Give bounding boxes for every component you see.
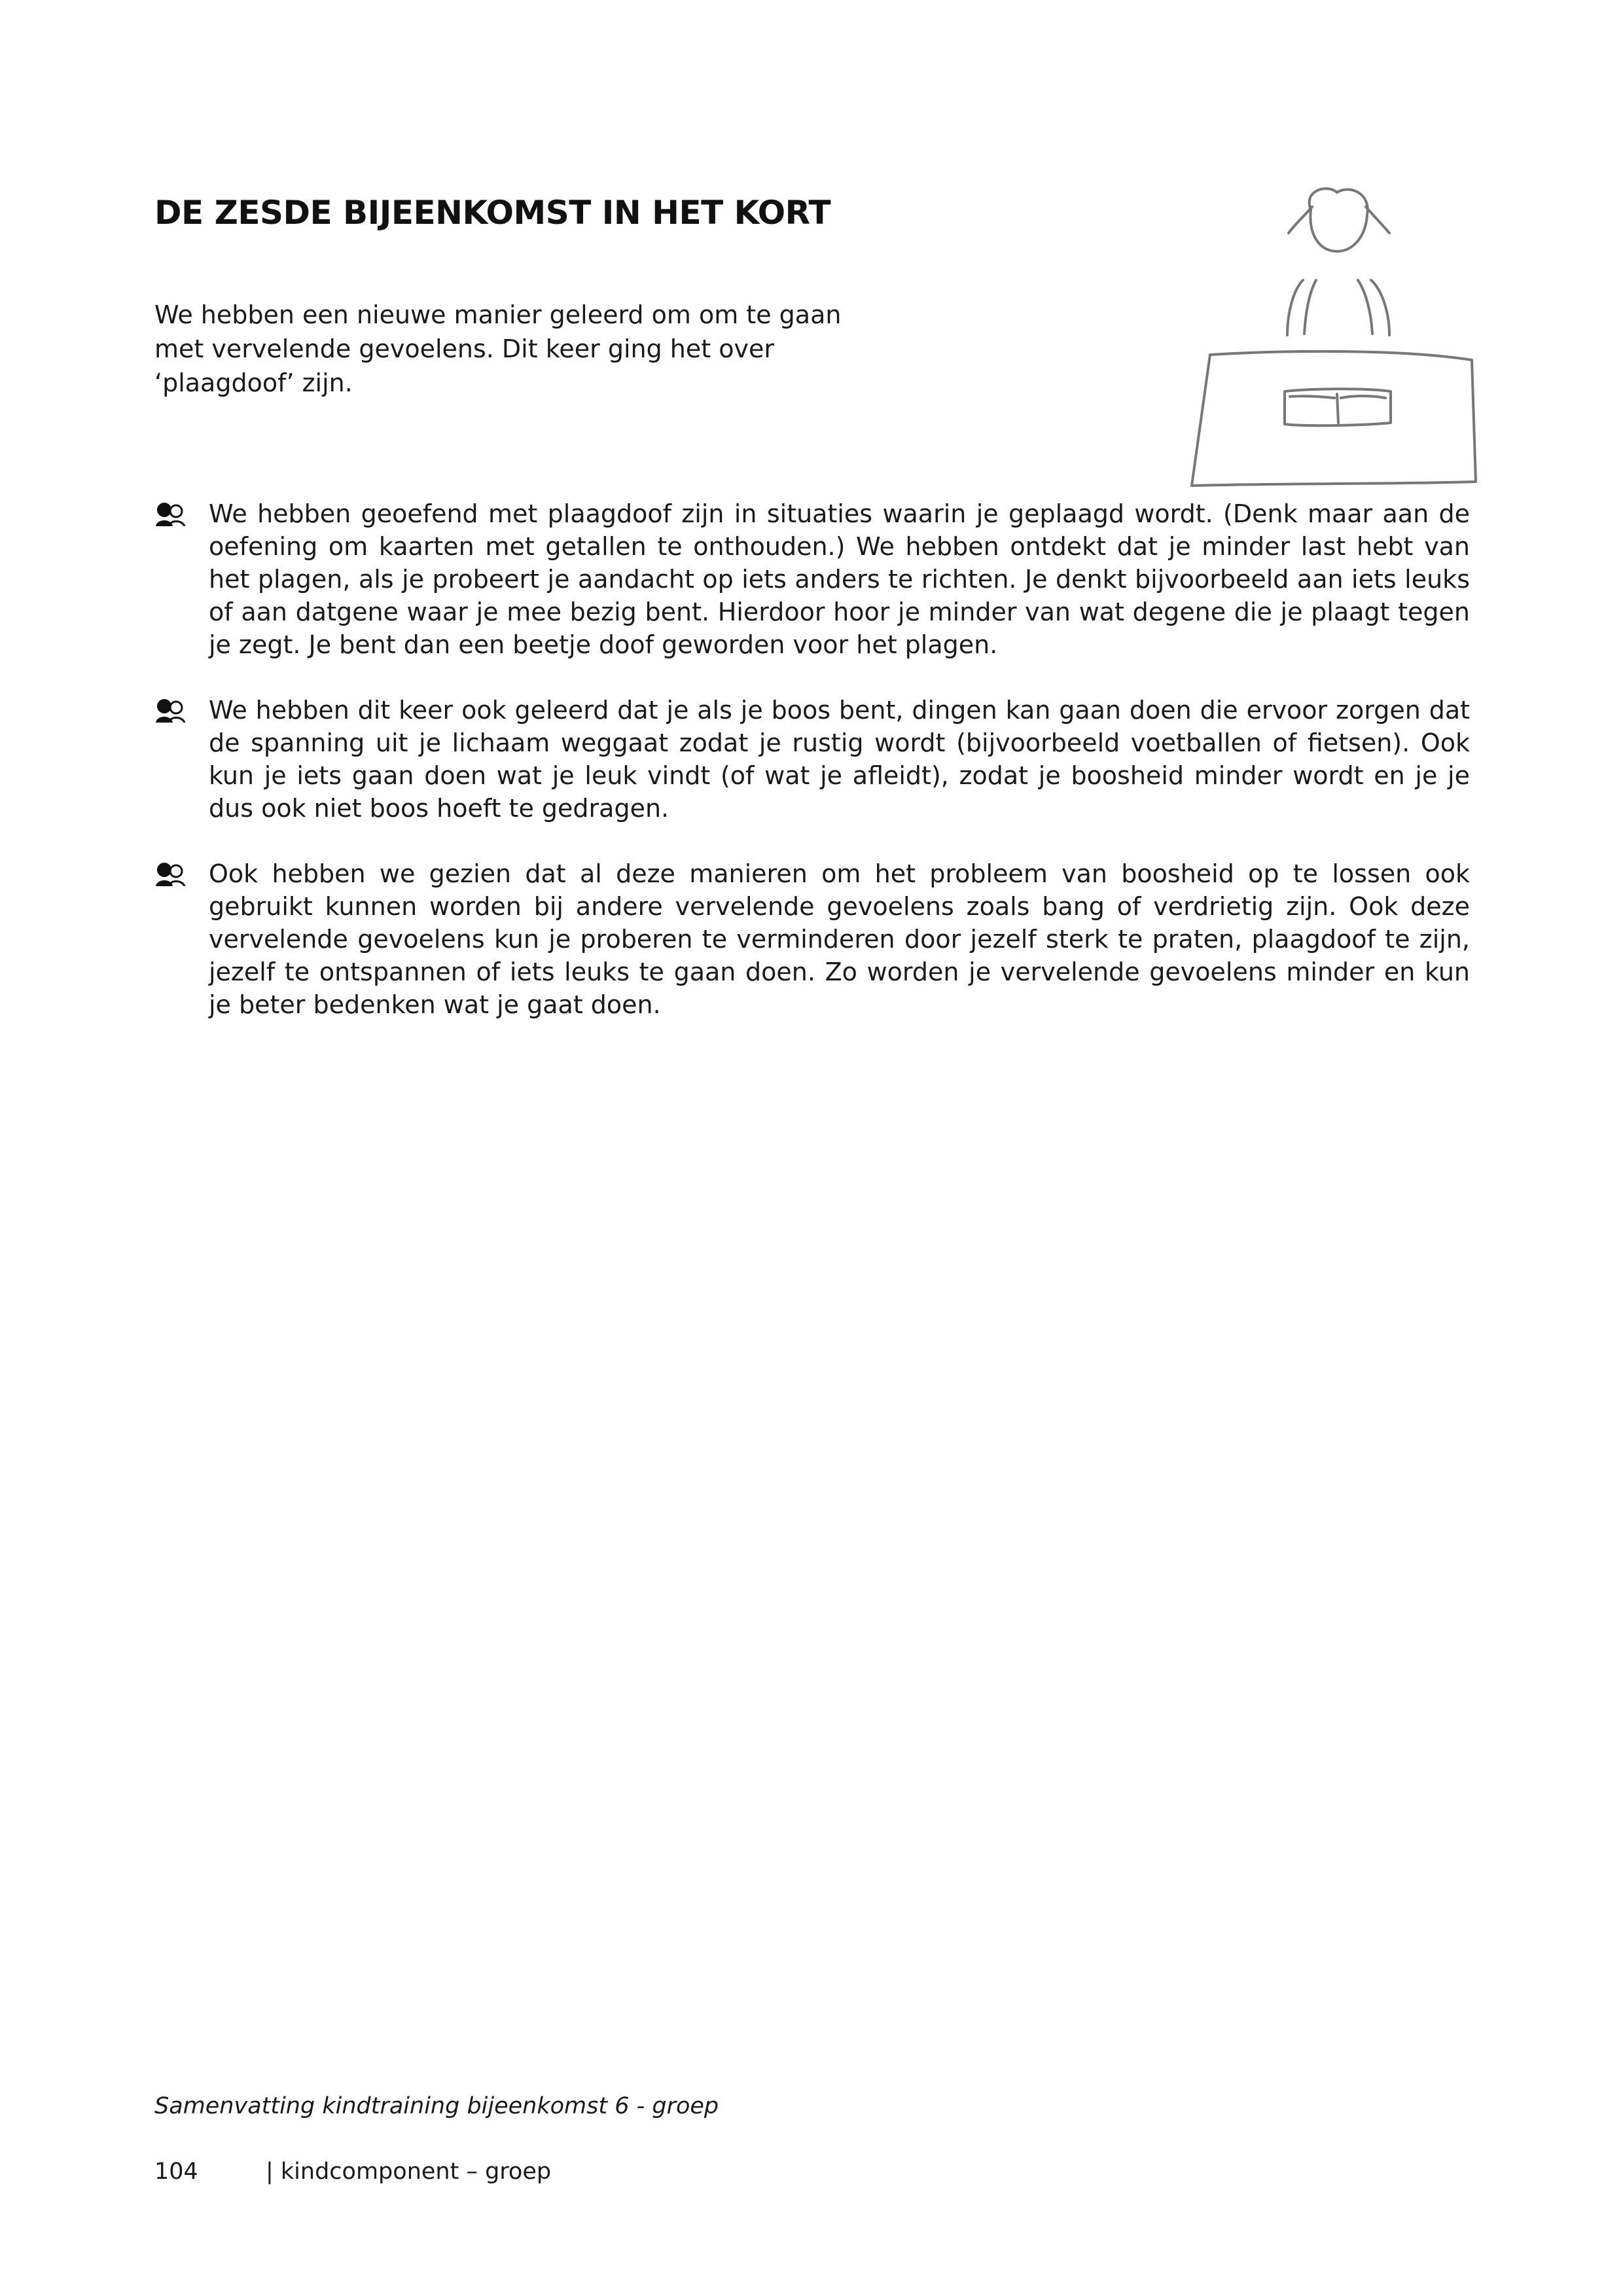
- list-item-text: We hebben geoefend met plaagdoof zijn in situaties waarin je geplaagd wordt. (Denk maar aan de oefening om kaarten met getallen te onthouden.) We hebben ontdekt dat je minder last hebt van het plagen, als je probeert je aandacht op iets anders te richten. Je denkt bijvoorbeeld aan iets leuks of aan datgene waar je mee bezig bent. Hierdoor hoor je minder van wat degene die je plaagt tegen je zegt. Je bent dan een beetje doof geworden voor het plagen.: [209, 499, 1470, 659]
- book-spine: [1337, 394, 1338, 423]
- girl-arm-right: [1371, 280, 1389, 335]
- page-title: DE ZESDE BIJEENKOMST IN HET KORT: [154, 194, 831, 232]
- intro-paragraph: We hebben een nieuwe manier geleerd om om te gaan met vervelende gevoelens. Dit keer ging het over ‘plaagdoof’ zijn.: [154, 300, 842, 397]
- group-of-children-icon: [154, 698, 187, 723]
- girl-reading-at-desk-illustration: [1181, 183, 1482, 491]
- page-footer: [154, 2159, 551, 2185]
- list-item-text: We hebben dit keer ook geleerd dat je als je boos bent, dingen kan gaan doen die ervoor zorgen dat de spanning uit je lichaam weggaat zodat je rustig wordt (bijvoorbeeld voetballen of fietsen). Ook kun je iets gaan doen wat je leuk vindt (of wat je afleidt), zodat je boosheid minder wordt en je je dus ook niet boos hoeft te gedragen.: [209, 696, 1470, 823]
- document-caption: Samenvatting kindtraining bijeenkomst 6 - groep: [154, 2093, 719, 2119]
- book-page-right: [1341, 396, 1385, 398]
- list-item: [154, 857, 1470, 1021]
- girl-arm-left: [1287, 280, 1303, 335]
- page-number: 104: [154, 2159, 198, 2185]
- list-item-text: Ook hebben we gezien dat al deze manieren om het probleem van boosheid op te lossen ook gebruikt kunnen worden bij andere vervelende gevoelens zoals bang of verdrietig zijn. Ook deze vervelende gevoelens kun je proberen te verminderen door jezelf sterk te praten, plaagdoof te zijn, jezelf te ontspannen of iets leuks te gaan doen. Zo worden je vervelende gevoelens minder en kun je beter bedenken wat je gaat doen.: [209, 859, 1470, 1019]
- girl-pigtail-right: [1366, 207, 1389, 233]
- list-item: [154, 497, 1470, 661]
- girl-arm-left-inner: [1304, 280, 1316, 334]
- girl-head: [1310, 188, 1368, 251]
- book-page-left: [1290, 396, 1334, 398]
- girl-pigtail-left: [1289, 207, 1312, 233]
- list-item: [154, 694, 1470, 825]
- summary-list: [154, 497, 1470, 1054]
- group-of-children-icon: [154, 861, 187, 886]
- girl-arm-right-inner: [1358, 280, 1372, 334]
- desk: [1192, 351, 1476, 486]
- group-of-children-icon: [154, 501, 187, 526]
- footer-section-label: | kindcomponent – groep: [266, 2159, 552, 2185]
